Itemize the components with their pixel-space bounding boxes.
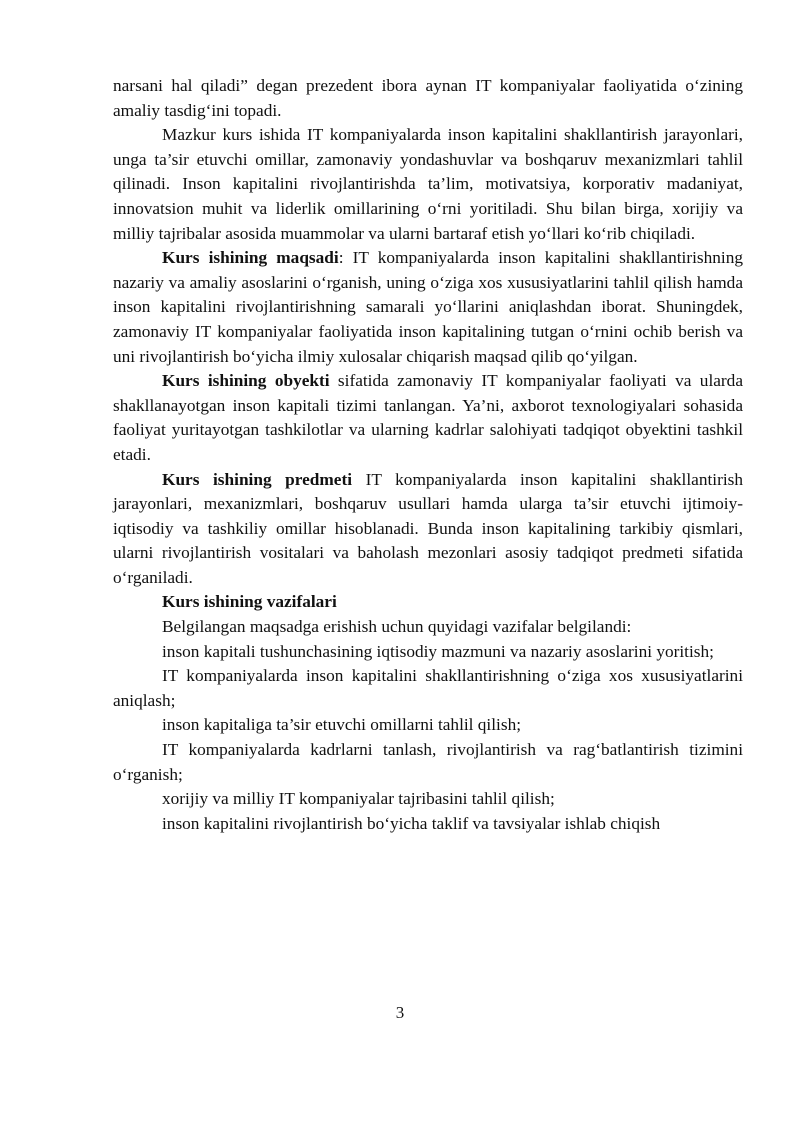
paragraph-continuation: narsani hal qiladi” degan prezedent ibora aynan IT kompaniyalar faoliyatida o‘zining amaliy tasdig‘ini topadi. — [113, 76, 743, 120]
page-number: 3 — [395, 1003, 405, 1022]
goal-text: : IT kompaniyalarda inson kapitalini shakllantirishning nazariy va amaliy asoslarini o‘rganish, uning o‘ziga xos xususiyatlarini tahlil qilish hamda inson kapitalini rivojlantirishning samarali yo‘llarini aniqlashdan iborat. Shuningdek, zamonaviy IT kompaniyalar faoliyatida inson kapitalining tutgan o‘rnini ochib berish va uni rivojlantirish bo‘yicha ilmiy xulosalar chiqarish maqsad qilib qo‘yilgan. — [113, 248, 743, 366]
goal-heading: Kurs ishining maqsadi — [162, 248, 339, 268]
task-item: inson kapitaliga ta’sir etuvchi omillarni tahlil qilish; — [162, 715, 522, 735]
task-item: xorijiy va milliy IT kompaniyalar tajribasini tahlil qilish; — [162, 789, 555, 809]
tasks-heading: Kurs ishining vazifalari — [162, 592, 337, 612]
paragraph-introduction: Mazkur kurs ishida IT kompaniyalarda inson kapitalini shakllantirish jarayonlari, unga ta’sir etuvchi omillar, zamonaviy yondashuvlar va boshqaruv mexanizmlari tahlil qilinadi. Inson kapitalini rivojlantirishda ta’lim, motivatsiya, korporativ madaniyat, innovatsion muhit va liderlik omillarining o‘rni yoritiladi. Shu bilan birga, xorijiy va milliy tajribalar asosida muammolar va ularni bartaraf etish yo‘llari ko‘rib chiqiladi. — [113, 125, 743, 243]
object-heading: Kurs ishining obyekti — [162, 371, 330, 391]
paragraph-subject — [113, 468, 743, 591]
object-text: sifatida zamonaviy IT kompaniyalar faoliyati va ularda shakllanayotgan inson kapitali tizimi tanlangan. Ya’ni, axborot texnologiyalari sohasida faoliyat yuritayotgan tashkilotlar va ularning kadrlar salohiyati tadqiqot obyektini tashkil etadi. — [113, 371, 743, 464]
subject-text: IT kompaniyalarda inson kapitalini shakllantirish jarayonlari, mexanizmlari, boshqaruv usullari hamda ularga ta’sir etuvchi ijtimoiy-iqtisodiy va tashkiliy omillar hisoblanadi. Bunda inson kapitalining tarkibiy qismlari, ularni rivojlantirish vositalari va baholash mezonlari asosiy tadqiqot predmeti sifatida o‘rganiladi. — [113, 469, 743, 587]
subject-heading: Kurs ishining predmeti — [162, 469, 353, 489]
task-item: IT kompaniyalarda kadrlarni tanlash, rivojlantirish va rag‘batlantirish tizimini o‘rganish; — [113, 740, 743, 784]
document-page-body — [113, 74, 743, 836]
paragraph-goal — [113, 246, 743, 369]
task-item: IT kompaniyalarda inson kapitalini shakllantirishning o‘ziga xos xususiyatlarini aniqlash; — [113, 666, 743, 710]
task-item: inson kapitali tushunchasining iqtisodiy mazmuni va nazariy asoslarini yoritish; — [162, 641, 714, 661]
paragraph-object — [113, 369, 743, 467]
task-item: inson kapitalini rivojlantirish bo‘yicha taklif va tavsiyalar ishlab chiqish — [162, 813, 661, 833]
tasks-intro: Belgilangan maqsadga erishish uchun quyidagi vazifalar belgilandi: — [162, 617, 632, 637]
